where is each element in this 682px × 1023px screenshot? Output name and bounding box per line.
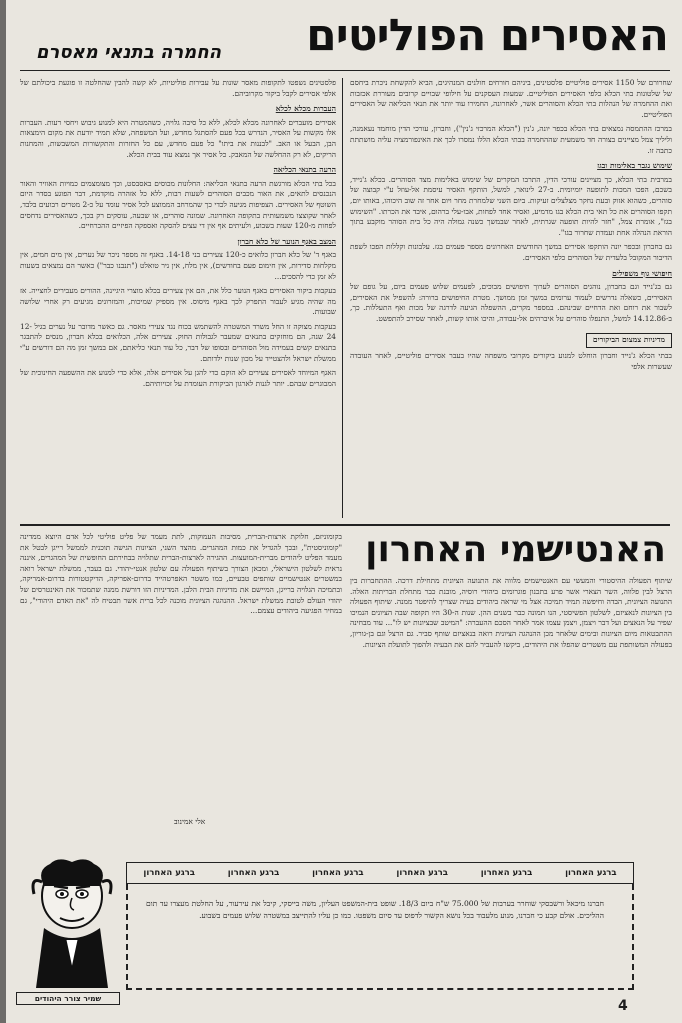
headline-last-antisemite: האנטישמי האחרון — [365, 529, 666, 570]
subheading-detention-conditions: הרעה בתנאי הכליאה — [273, 165, 336, 175]
paragraph: גם בג'נייד וגם בחברון, נוהגים הסוהרים לערוך חיפושים מבוכים, לפעמים שלוש פעמים ביום, על גופם של האסירים, כשאלה נדרשים לעמוד ערומים במשך זמן ממושך. מטרת החיפושים ברורה: להשפיל את האסירים, לשבור את רוחם ואת הדחיים שבינהם. במספר מקרים, ההשפלה הגיעה לדרגה של מכות ואף התעללות. כך, ב-14.12.86 למשל, התנפלו סוהרים על איברהים אל-עבודה, והיכו אותו קשות, לאחר שסירב להתפשט. — [350, 282, 672, 323]
page-number: 4 — [618, 998, 628, 1014]
article1-left-column — [20, 78, 336, 518]
author-signature: אלי אמינוב — [174, 817, 206, 826]
caricature-image — [22, 848, 122, 988]
caricature-caption: שמיר צורר היהודים — [16, 992, 120, 1005]
ticker-item: ברגע האחרון — [396, 868, 448, 878]
ticker-item: ברגע האחרון — [565, 868, 617, 878]
paragraph: בכל בתי הכלא מורגשת הרעה בתנאי הכליאה: החלונות מכוסים באסבסט, וכך מצומצמים כמויות האוויר והאור הנכנסים לתאים, את האור מכבים הסוהרים לשעות רבות, ללא כל אזהרה מוקדמת, דבר הפוגע בסדר היום השוטף של האסירים. הצפיפות מגיעה לכדי כך שהמרחב הממוצע לכל אסיר עומד על כ-2 מטרים רבועים בלבד, לאחר שקוצצו משמעותית בתקופה האחרונה. שמונה סוהרים, או שבעה, עוסקים רק בכך, כשהאסירים נדחסים לפחות מ-120 שעות בשבוע, ולעיתים אף אין די עצים להסקה ואספקה הפיזיים ההכרחיים. — [20, 178, 336, 231]
subheading-body-searches: חיפושי גוף משפילים — [612, 268, 672, 278]
paragraph: בקומוניזם, חלוקת ארצות-הברית, מסיבות העמוקות, לתת מעמד של פליט פוליטי לכל אדם היוצא ממדינה "קומוניסטית", ובכך להגדיל את כמות המהגרים. מהצד השני, הציונות הגישה תוכנית לממשל רייגן לבטל את מעמד הפליט ליהודים מברית-המועצות. ההגירה לארצות-הברית שתלויה בבחירתם החופשית של המהגרים, איננה נראית לשלטון הישראלי, ומכאן הצורך בשיתוף הפעולה עם שלטון אנטי-יהודי. גם בעבר, ממשלת ישראל רואה במשטרים אנטישמיים שותפים טבעיים, כמו משטר האפרטהייד בדרום-אפריקה, הדיקטטורות בדרום-אמריקה, ובתמיכה הגלויה ברייגן, המיישם את מדיניות הבית הלבן. המדיניות הזו דורשת ממנה שתמכור את האינטרסים של יהודי העולם לטובת ממשלת ישראל. ההנהגה הציונית מוכנה לכל ברית אשר תבטיח לה "את האדם היהודי", גם במחיר הפגיעה ביהודים עצמם... — [20, 532, 342, 616]
ticker-item: ברגע האחרון — [480, 868, 533, 878]
subheading-violence-gas: שימוש נגבר באלימות ובגז — [597, 161, 672, 171]
newspaper-page — [6, 0, 682, 1023]
paragraph: אסירים מועברים לאחרונה מכלא לכלא, ללא כל סיבה גלויה, כשהמטרה היא למנוע גיבוש ויחסי רעות. העברות אלו מקשות על האסיר, הנדרש בכל פעם להסתגל מחדש, ועל המשפחה, שלא תמיד יודעת את מקום הימצאות הבן, הבעל או האב. "לבננות את ביתו" כל פעם מחדש, עם כל החזרות והתקשורות המשבשות, והמחנות הריקים, לא רק ההחלשה של המאבק. כל אסיר אך נמצא עוד בבית הכלא. — [20, 117, 336, 159]
paragraph: שחרורם של 1150 אסירים פוליטיים פלסטינים, ביניהם חורחים חולנים המנהיגים, הביא להקשחת ניכרת ביחסם של שלטונות בתי הכלא כלפי האסירים הפוליטיים. שמעות העסקנים על חילופי שבויים קרובים מעוררת אכזבות ואת ההחמרה של הנהלות בתי הכלא והסוהרים אשר, לאחרונה, החמירו עוד יותר את תנאי הכליאה של האסירים הפוליטיים. — [350, 78, 672, 119]
paragraph: במרבית בתי הכלא, כך מציינים עורכי הדין, התרבו המקרים של שימוש באלימות מצד הסוהרים. בכלא ג'נייד, בשכם, הפכו המכות לתופעה יומיומית. ב-27 לינואר, למשל, הותקף האסיר עיסמת אל-עוזל ע"י קבוצה של סוהרים, כשהוא אזוק ובעת נחקר מצלצלים זעיקות. ביום השני שלמחרת מחר ויום אחר זה שוב היכוהו, באותו יום, תקפו הסוהרים את כל תאי בית הכלא בגז מדמיע, ואסיר אחד לפחות, אבו-עלי ברהום, איבד את הכרתו. "השימוש בגז", אומרת צמל, "חזר להיות תופעה שגרתית, לאחר שבמשך כשנה גמולה היה כל בית הסוהר מוקבע בתוך הוראת הנהלה אחת ועמדת שחרור בגז". — [350, 174, 672, 237]
subheading-transfers: העברות מכלא לכלא — [275, 104, 336, 114]
section-rule — [20, 524, 670, 526]
article1-right-column — [350, 78, 672, 518]
article2-right-column — [350, 576, 672, 848]
paragraph: שיתוף הפעולה ההיסטורי והמעשי עם האנטישמים מלווה את התנועה הציונית מתחילת דרכה. ההתחברות בין הרצל לבין פלווה, השר הצארי אשר פרע בתכנון פוגרומים ביהודי רוסיה, מובנת כבר מתחלת הבריתות האלה. התנועה הציונית, הבדה וחיפשה תמיד תמיכה אצל מי שראה ביהודים בעיה שצריך להיפטר ממנה. שיתוף הפעולה בין הציונות לנאציזם, לשלטון הפשיסטי, הנו תמונה כבר בשנים ההן. שנות ה-30 היו תקופה שבה הציונים הנמיכו שפיר על הנאצים ועל דבר ויצמן, ויצמן עצמו אמר לאחר הסכם ההעברה: "המיטב שבציונות יש לו"... עוד מבחינה ההתבטאות מיום הציונות ובימים שלאחר מכן ההנהגה הציונית רואה בנאציזם שותף סביר. גם הרצל וגם בן-גוריון, בפעולה המשותפת עם משטרים שהפלו את היהודים, ביקשו להעביר להם את הבעיה ולהפוך לתועלת הציונות. — [350, 576, 672, 649]
headline-rule — [20, 70, 670, 71]
last-minute-ticker — [126, 862, 634, 884]
paragraph: במרכז ההתמסה נמצאים בתי הכלא בכפר יונה, ג'נין ("הכלא המרכזי ג'נין"), וחברון, עורכי הדין מוחמד נעאמנה, וליליך צמל מציינים בצורה חד משמעית שההחמרה בבתי הכלא הללו נמסרו לכך את האינפורמציה עליה מושתתת כתבה זו. — [350, 124, 672, 155]
paragraph: בבתי הכלא ג'נייד וחברון הוחלט למנוע ביקורים מקרובי משפחה שהיו בעבר אסירים פוליטיים, לאחר העובדה שעשרות אלפי — [350, 351, 672, 371]
last-minute-box — [126, 884, 634, 990]
paragraph: בעקבות ביקור האסירים באגף הנוער כלל את, הם אין צעירים בכלא מוצרי היגיינה, ההורים מעבירים לחצייה. אז מה שהיה מגיע לעבור התפרק לכך באגף מיסוס. אין מספיק שמיכות, והמזרונים מגיעים רק אחרי שלושה שבועות. — [20, 286, 336, 317]
paragraph: פלסטינים נשפטו לתקופות מאסר שונות על עבירות פוליטיות, לא קשה להבין שהחלטה זו פוגעת ביכולתם של אלפי אסירים לקבל ביקור מקרוביהם. — [20, 78, 336, 98]
paragraph: בעקבות מצוקה זו החל משרד המשטרה להשתמש בכוח נגד צעירי מאסר. גם כאשר מדובר על נערים בגיל 12-24 שנה, הם מוחזקים בתנאים שמעבר לגבולות החוק. צעירים אלה, הכלואים בכלא חברון, מנסים להתבגר בתנאים קשים בעמידה מול הסוהרים ובסופו של דבר, כל עוד תנאי כליאתם, אם במשך זמן מה הם דורשים ע"י ממשלת ישראל ולהצטייד על מכון שנות ילדותם. — [20, 321, 336, 363]
ticker-item: ברגע האחרון — [227, 868, 280, 878]
subheadline-harsher-conditions: החמרה בתנאי מאסרם — [36, 42, 222, 63]
article2-left-column — [20, 532, 342, 814]
paragraph: באגף ד' של כלא חברון כלואים כ-120 צעירים בני 14-18. באגף זה מספר ניכר של נערים, אין מים חמים, אין מקלחות סדירות, אין חימום פעם בחודשים), אין מלח, אין ניר טואלט ("תנבנו כבר") כאשר הם נמצאים בשעות לא זמן כדי להסכים... — [20, 250, 336, 281]
paragraph: האגף המיוחד לאסירים צעירים לא הוקם כדי להגן על אסירים אלה, אלא כדי למנוע את ההשפעה החינוכית של המבוגרים שבהם. יותר לגנות לארגון הביקורת העומדת על זכויותיהם. — [20, 368, 336, 388]
ticker-item: ברגע האחרון — [312, 868, 364, 878]
last-minute-text: חברנו מיכאל ורשבסקי שוחרר בערבות של 75.000 ש"ח ביום 18/3. שופט בית-המשפט העליון, משה בייסקי, קיבל את עירעור, על החלטת מעצרו עד תום ההליכים. אולם קבע כי חברנו, מנוע מלעבוד בכל נושא הקשור לדפוס עד סיום משפטו. כמו כן עליו להתייצב במשטרה שלוש פעמים בשבוע. — [146, 899, 604, 920]
paragraph: גם בחברון ובכפר יונה הותקפו אסירים במשך החודשים האחרונים מספר פעמים בגז. עלבונות וקללות הפכו לשפת הדיבור המקובל בלעדית של הסוהרים כלפי האסירים. — [350, 242, 672, 262]
headline-political-prisoners: האסירים הפוליטים — [306, 10, 668, 61]
subheading-youth-wing: המצב באגף הנוער של כלא חברון — [237, 236, 336, 246]
ticker-item: ברגע האחרון — [143, 868, 195, 878]
column-divider — [342, 78, 343, 518]
subheading-visits-policy: מדיניות צמצום הביקורים — [586, 333, 672, 348]
